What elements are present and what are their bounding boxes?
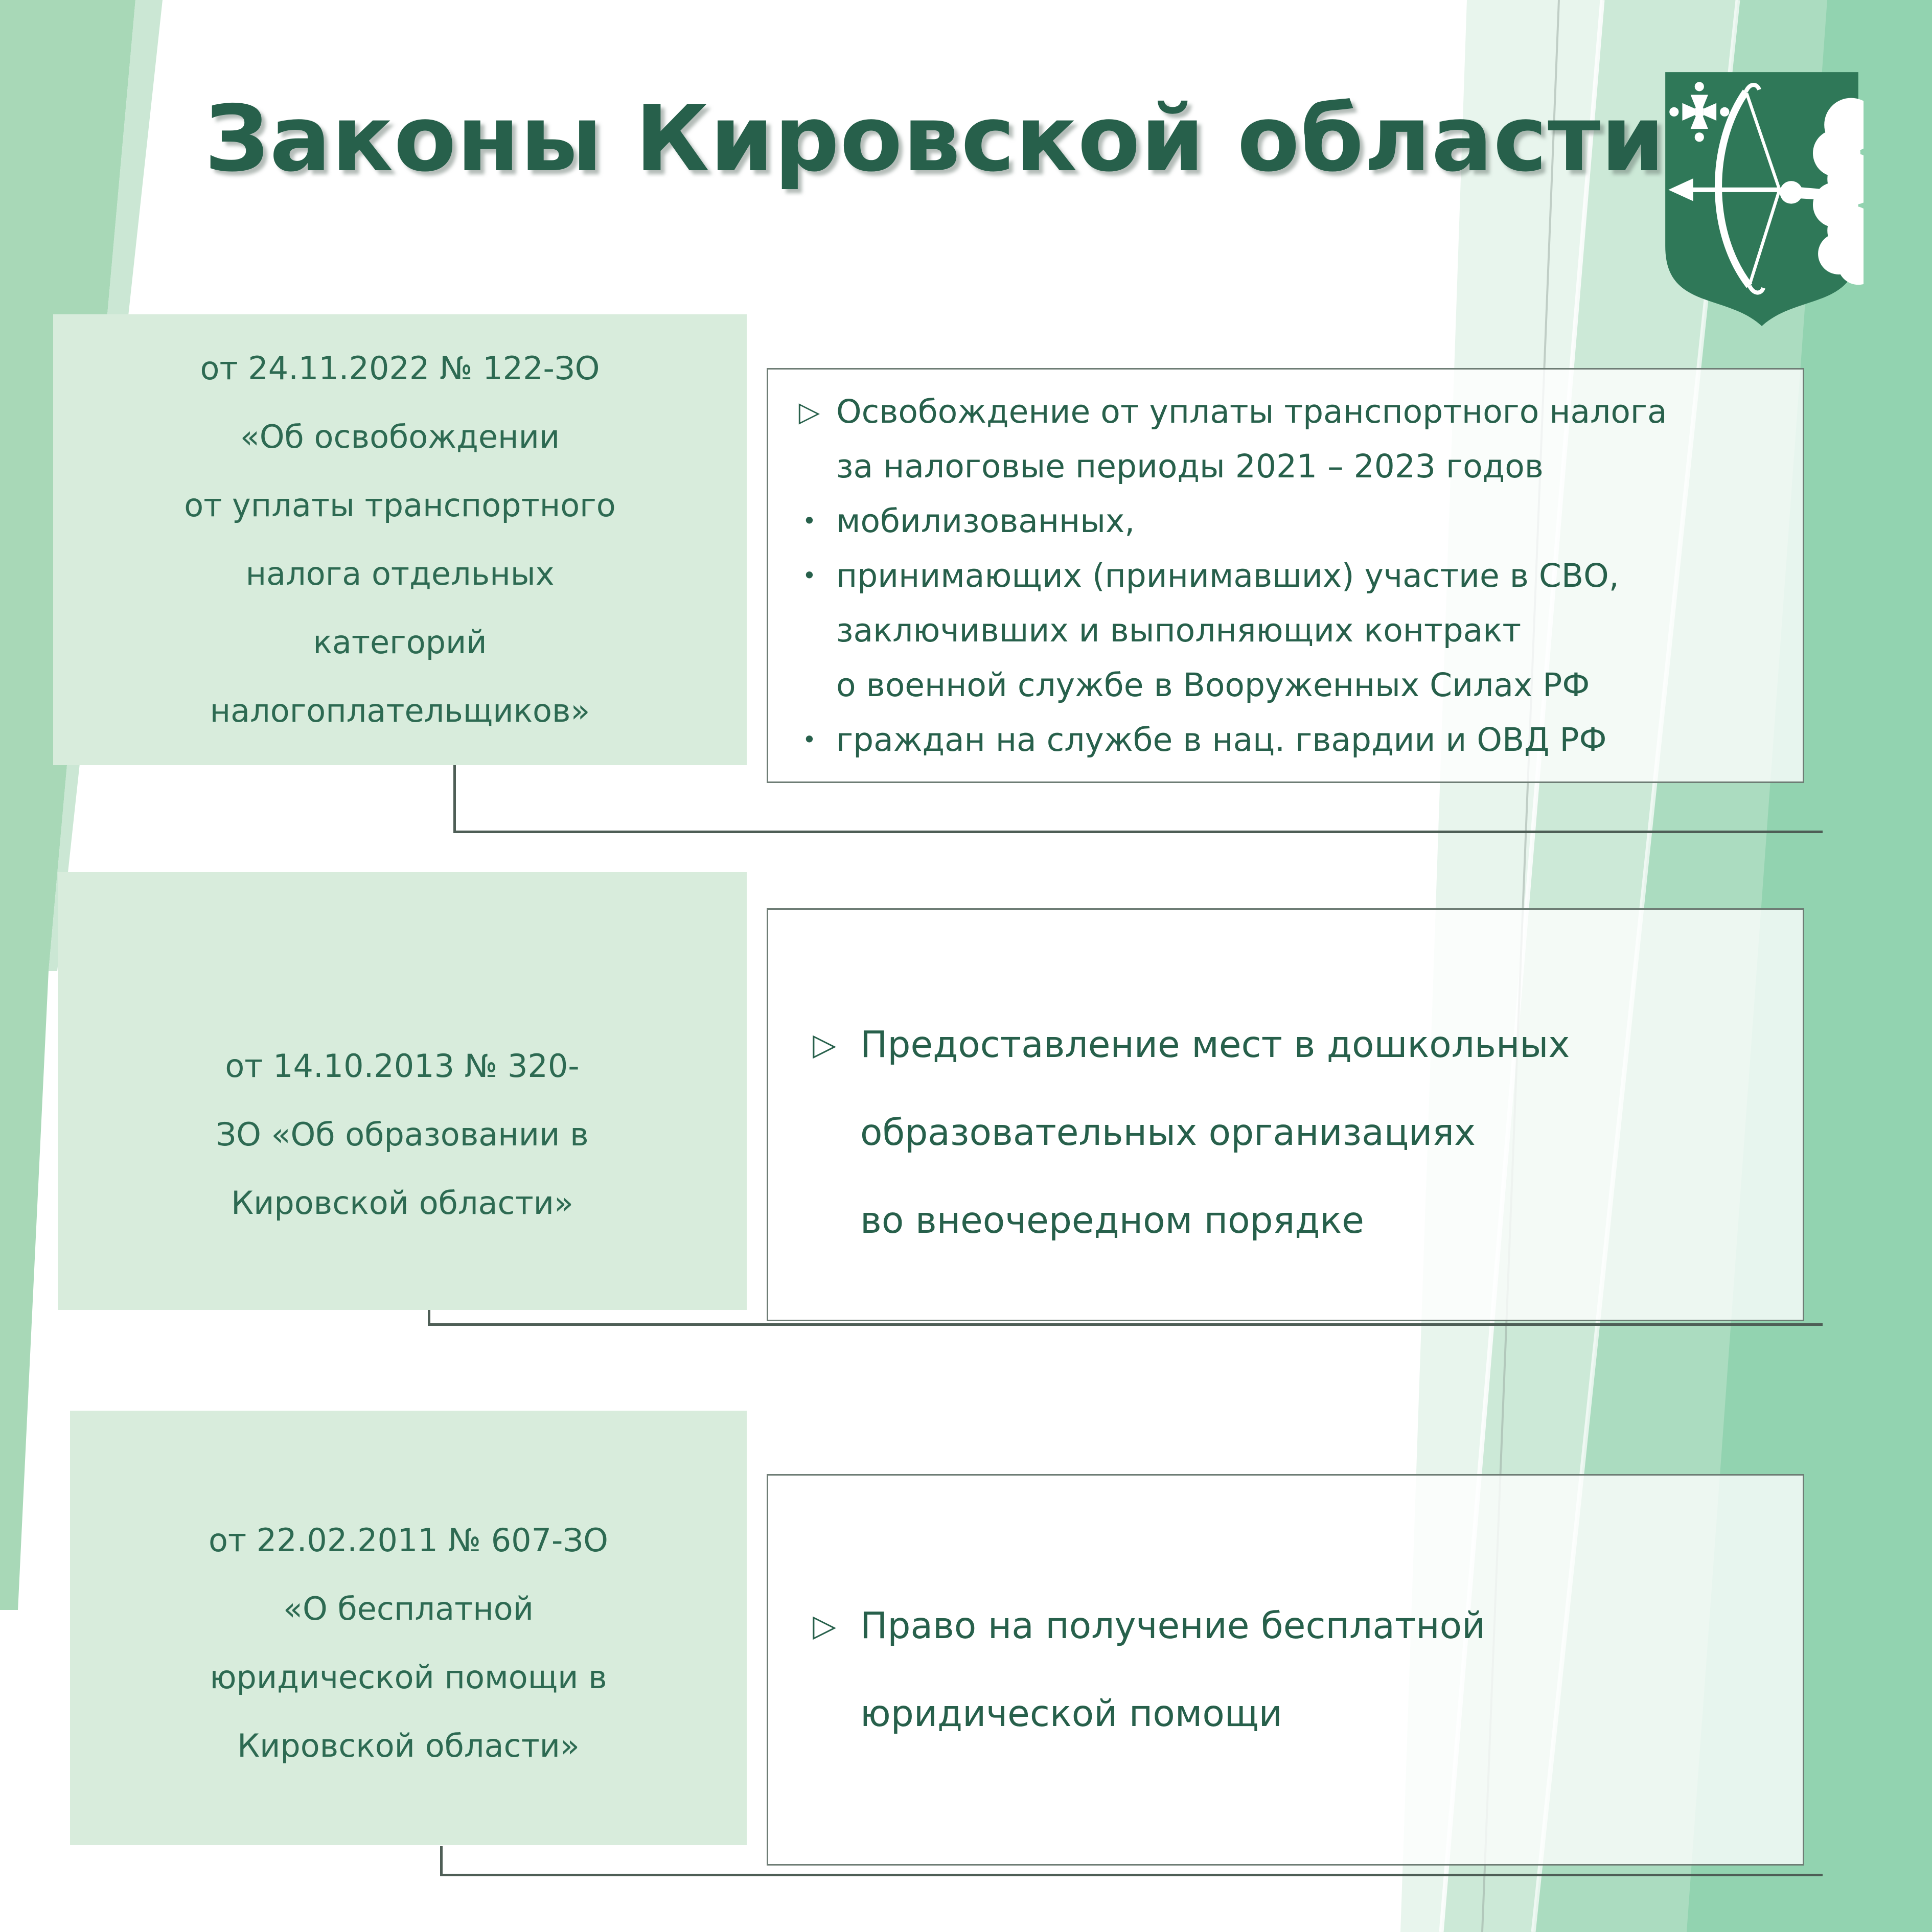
law-reference-box-1 [53, 314, 747, 765]
bullet-marker-icon: • [802, 507, 817, 535]
law-reference-text [53, 334, 747, 745]
law-ref-line: от 24.11.2022 № 122-ЗО [200, 350, 600, 387]
law-description-box-2 [767, 908, 1804, 1321]
point-line: Право на получение бесплатной [860, 1604, 1486, 1647]
description-point [789, 1582, 1803, 1758]
law-ref-line: Кировской области» [237, 1727, 580, 1764]
point-text [836, 548, 1795, 712]
law-ref-line: ЗО «Об образовании в [216, 1115, 589, 1153]
bullet-marker-icon: • [802, 725, 817, 753]
law-reference-text [58, 1032, 747, 1237]
kirov-coat-of-arms-icon [1660, 68, 1864, 329]
description-point [783, 494, 1795, 548]
description-points [789, 1001, 1803, 1264]
law-ref-line: от 22.02.2011 № 607-ЗО [209, 1522, 608, 1559]
description-point [783, 712, 1795, 767]
description-points [789, 1582, 1803, 1758]
point-line: Освобождение от уплаты транспортного налога [836, 393, 1667, 430]
law-ref-line: «О бесплатной [283, 1590, 534, 1627]
point-line: принимающих (принимавших) участие в СВО, [836, 557, 1619, 594]
bullet-marker-icon: • [802, 561, 817, 589]
description-point [789, 1001, 1803, 1264]
point-text [836, 384, 1795, 494]
point-line: о военной службе в Вооруженных Силах РФ [836, 666, 1590, 704]
law-ref-line: «Об освобождении [240, 418, 560, 455]
law-description-box-3 [767, 1474, 1804, 1866]
law-ref-line: юридической помощи в [210, 1659, 607, 1696]
page-title: Законы Кировской области [204, 86, 1665, 192]
arrow-marker-icon: ▷ [798, 395, 820, 428]
point-line: заключивших и выполняющих контракт [836, 611, 1522, 649]
point-text [836, 494, 1795, 548]
description-points [783, 384, 1795, 767]
law-reference-text [70, 1506, 747, 1780]
point-line: за налоговые периоды 2021 – 2023 годов [836, 447, 1544, 485]
fist-shape [1780, 181, 1802, 203]
law-reference-box-2 [58, 872, 747, 1310]
law-ref-line: налогоплательщиков» [210, 692, 590, 729]
point-text [860, 1001, 1803, 1264]
law-ref-line: категорий [313, 624, 487, 661]
arrow-marker-icon: ▷ [812, 1608, 837, 1644]
law-ref-line: налога отдельных [245, 555, 555, 592]
description-point [783, 384, 1795, 494]
point-line: образовательных организациях [860, 1111, 1476, 1154]
law-description-box-1 [767, 368, 1804, 783]
law-reference-box-3 [70, 1411, 747, 1845]
point-line: Предоставление мест в дошкольных [860, 1023, 1570, 1066]
point-text [860, 1582, 1803, 1758]
point-text [836, 712, 1795, 767]
law-ref-line: от уплаты транспортного [184, 487, 616, 524]
arrow-marker-icon: ▷ [812, 1027, 837, 1063]
point-line: граждан на службе в нац. гвардии и ОВД РФ [836, 721, 1607, 758]
point-line: юридической помощи [860, 1692, 1282, 1735]
point-line: мобилизованных, [836, 502, 1135, 540]
point-line: во внеочередном порядке [860, 1199, 1364, 1241]
law-ref-line: от 14.10.2013 № 320- [225, 1047, 580, 1085]
law-ref-line: Кировской области» [231, 1184, 573, 1222]
description-point [783, 548, 1795, 712]
